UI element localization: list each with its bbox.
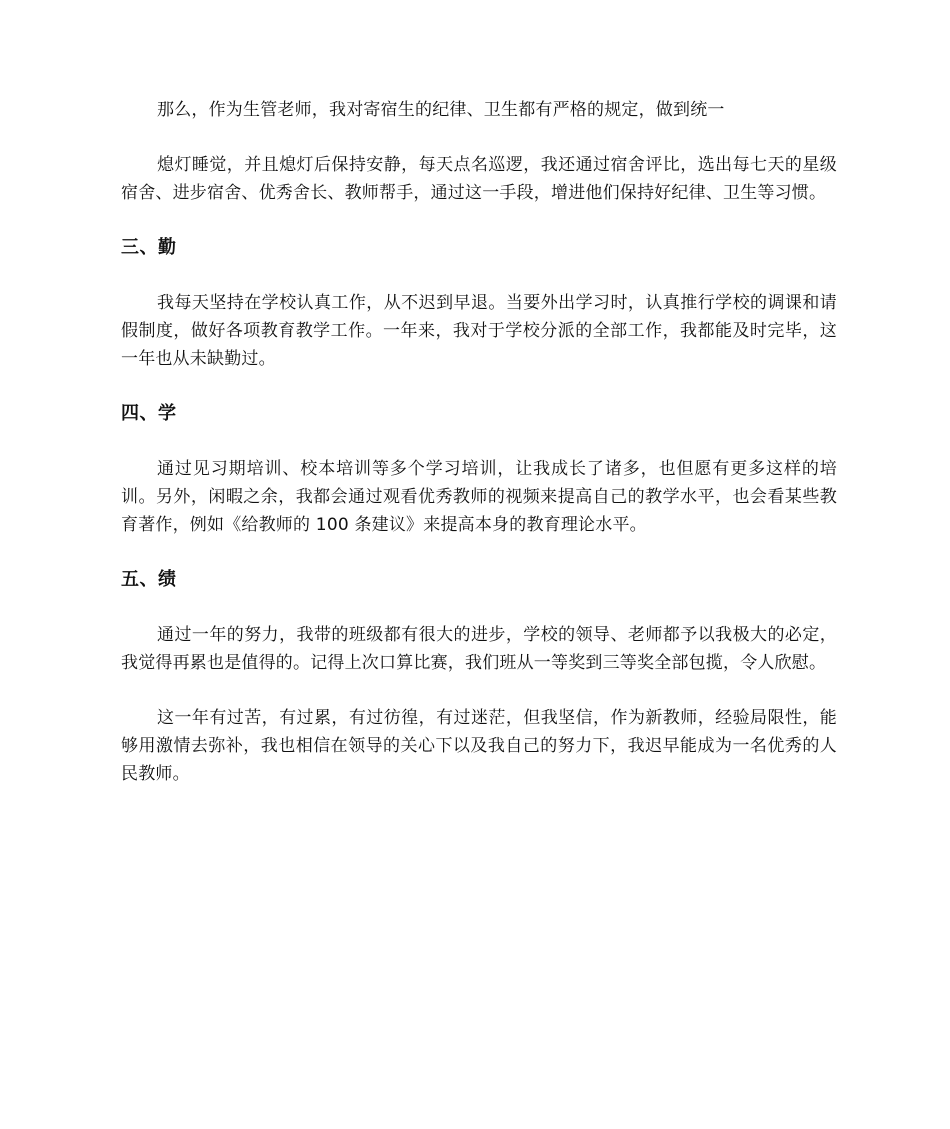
paragraph-diligence: 我每天坚持在学校认真工作，从不迟到早退。当要外出学习时，认真推行学校的调课和请假制度，做好各项教育教学工作。一年来，我对于学校分派的全部工作，我都能及时完毕，这一年也从未缺勤过。 [121,293,837,369]
document-body [121,96,837,815]
paragraph-learning: 通过见习期培训、校本培训等多个学习培训，让我成长了诸多，也但愿有更多这样的培训。另外，闲暇之余，我都会通过观看优秀教师的视频来提高自己的教学水平，也会看某些教育著作，例如《给教师的 100 条建议》来提高本身的教育理论水平。 [121,459,837,535]
paragraph-achievement: 通过一年的努力，我带的班级都有很大的进步，学校的领导、老师都予以我极大的必定，我觉得再累也是值得的。记得上次口算比赛，我们班从一等奖到三等奖全部包揽，令人欣慰。 [121,625,837,673]
section-heading-learning: 四、学 [121,403,177,424]
paragraph-dorm-evaluation: 熄灯睡觉，并且熄灯后保持安静，每天点名巡逻，我还通过宿舍评比，选出每七天的星级宿舍、进步宿舍、优秀舍长、教师帮手，通过这一手段，增进他们保持好纪律、卫生等习惯。 [121,155,837,203]
section-heading-achievement: 五、绩 [121,569,177,590]
paragraph-discipline-rules: 那么，作为生管老师，我对寄宿生的纪律、卫生都有严格的规定，做到统一 [157,100,725,120]
paragraph-conclusion: 这一年有过苦，有过累，有过彷徨，有过迷茫，但我坚信，作为新教师，经验局限性，能够用激情去弥补，我也相信在领导的关心下以及我自己的努力下，我迟早能成为一名优秀的人民教师。 [121,708,837,784]
section-heading-diligence: 三、勤 [121,237,177,258]
